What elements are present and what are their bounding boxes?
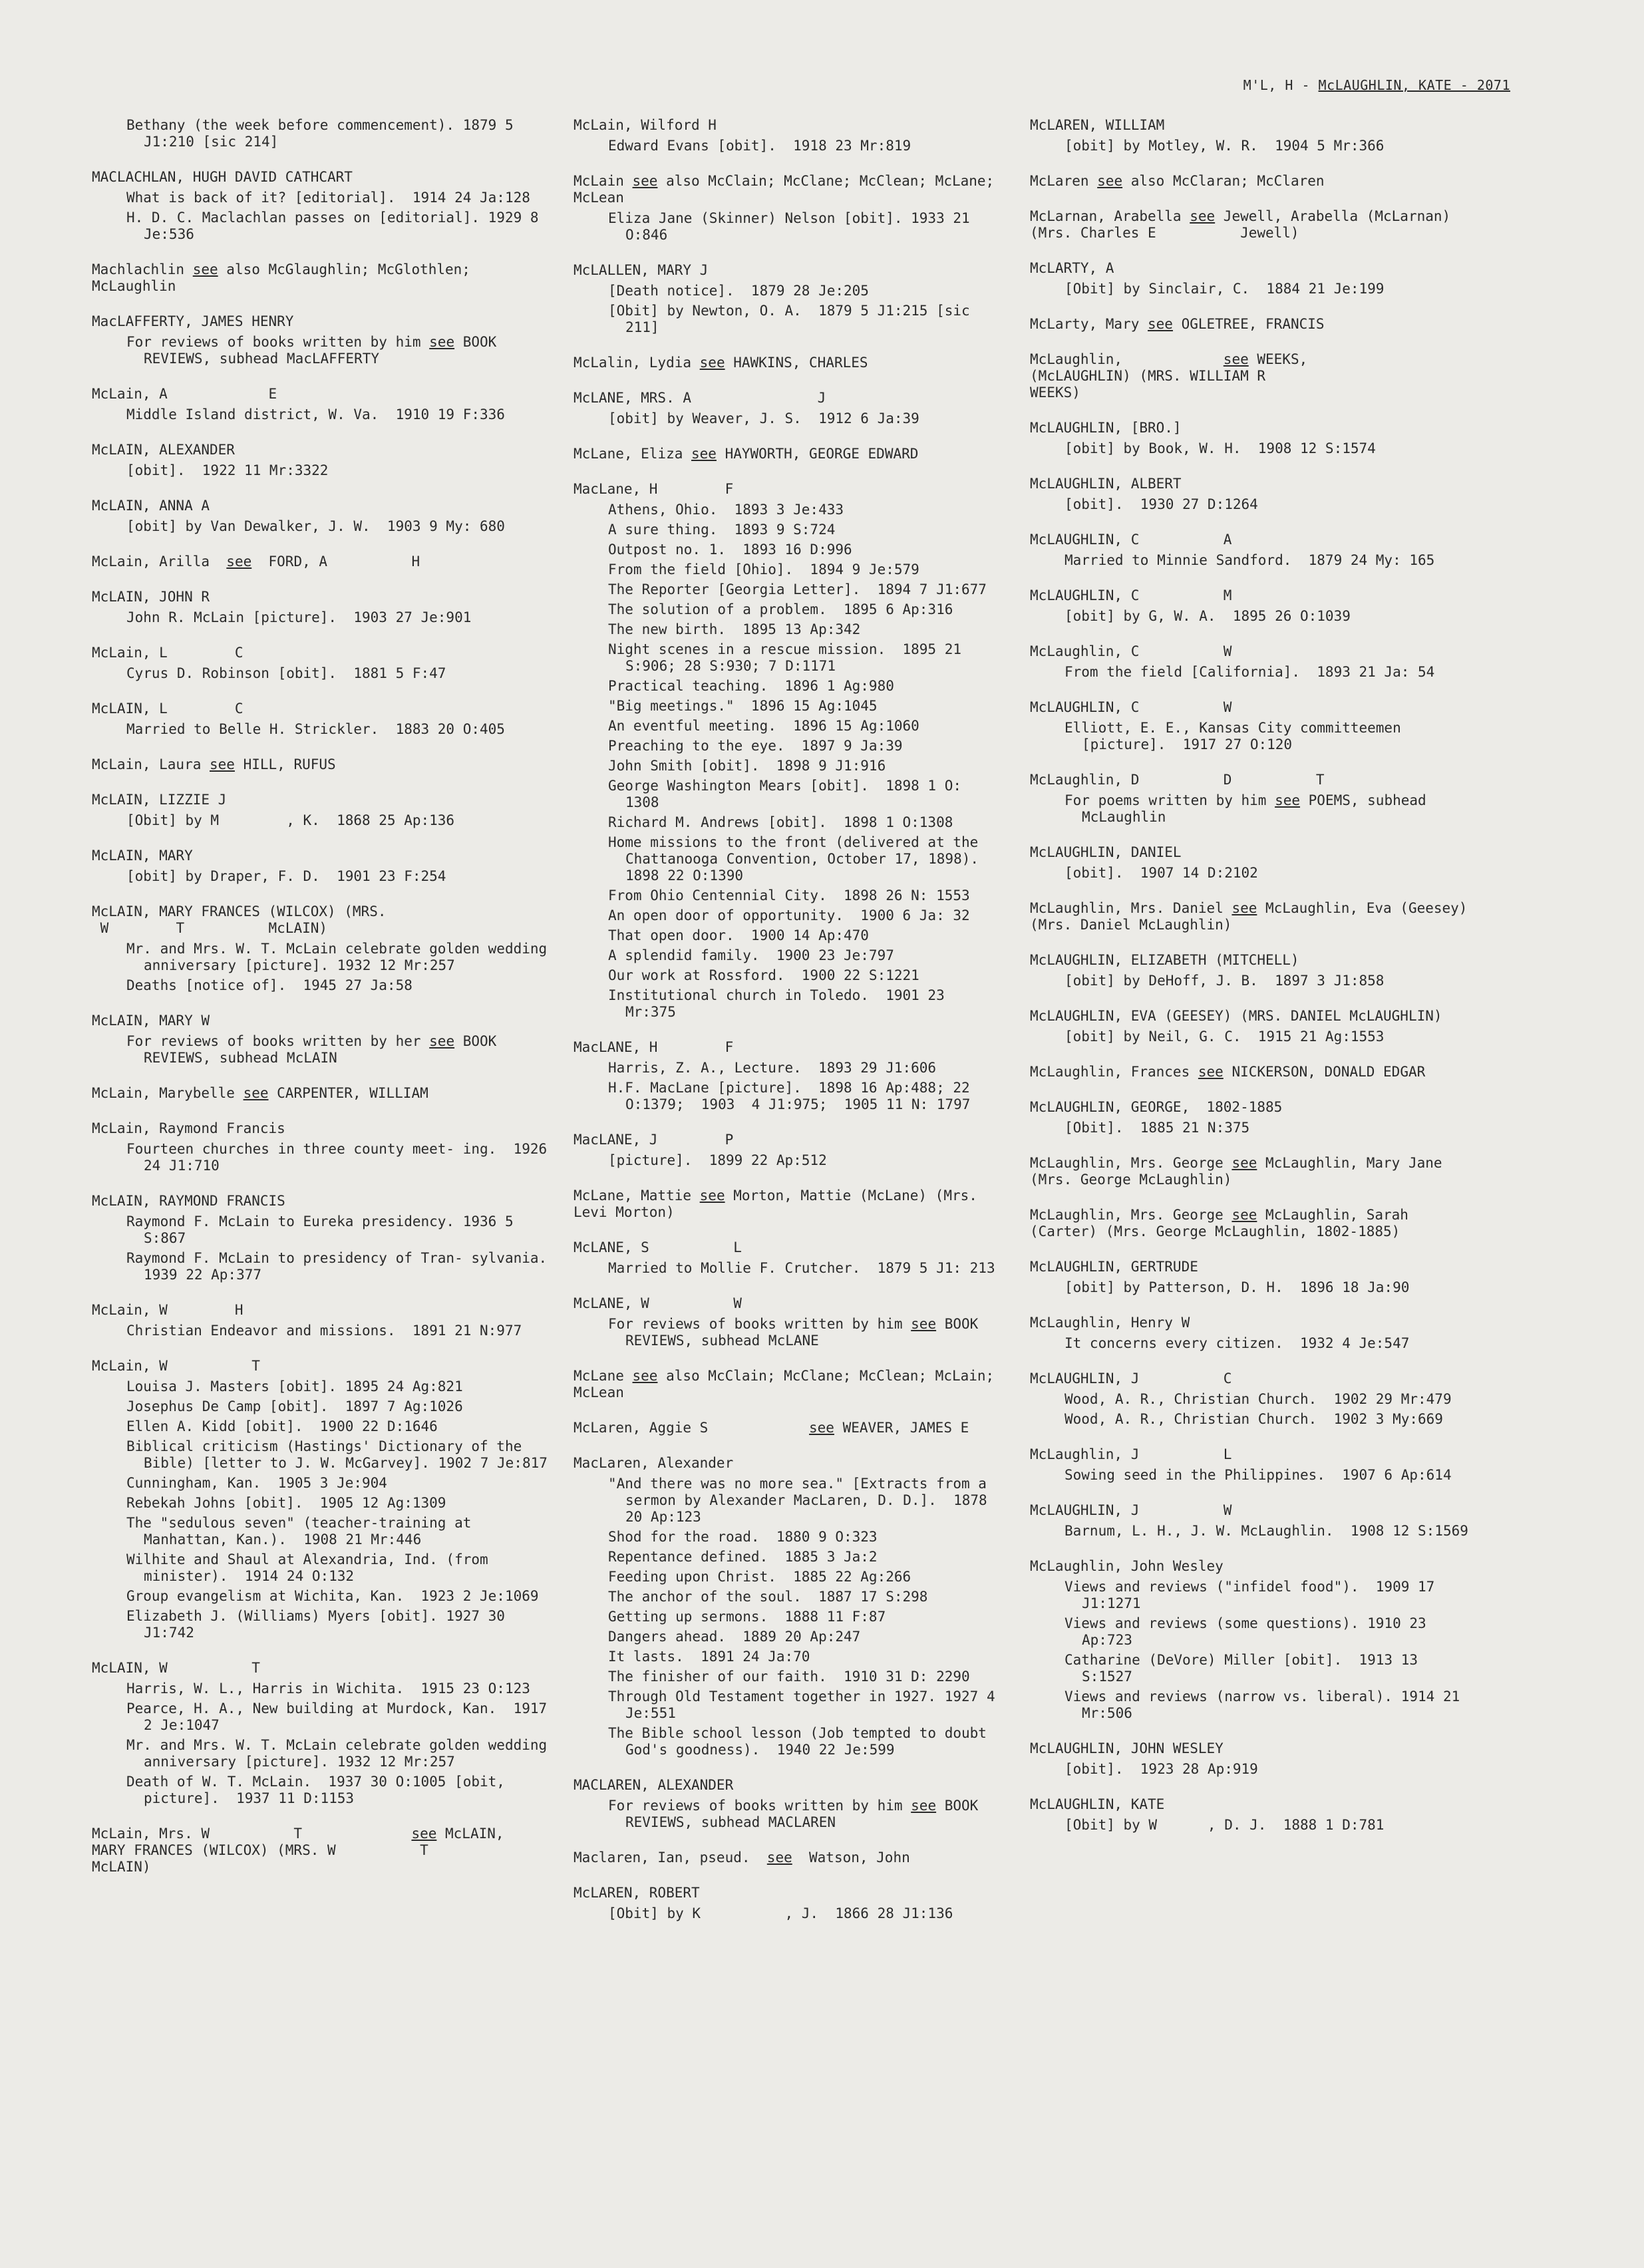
entry-citation: [obit] by Neil, G. C. 1915 21 Ag:1553	[1065, 1029, 1385, 1045]
index-entry	[1030, 699, 1469, 753]
index-entry	[574, 1850, 999, 1866]
entry-citation: Dangers ahead. 1889 20 Ap:247	[608, 1629, 861, 1645]
entry-heading: McLARTY, A	[1030, 260, 1114, 276]
entry-citation: Elliott, E. E., Kansas City committeemen [picture]. 1917 27 O:120	[1065, 720, 1410, 752]
entry-heading: McLAUGHLIN, C A	[1030, 532, 1232, 548]
entry-citation: [obit] by Motley, W. R. 1904 5 Mr:366	[1065, 138, 1385, 154]
entry-heading: McLAIN, LIZZIE J	[92, 792, 227, 808]
index-entry	[92, 756, 558, 773]
index-entry	[574, 1885, 999, 1922]
entry-citation: Feeding upon Christ. 1885 22 Ag:266	[608, 1569, 911, 1585]
entry-heading: McLane see also McClain; McClane; McClean; McLain; McLean	[574, 1368, 1003, 1400]
entry-citation: Edward Evans [obit]. 1918 23 Mr:819	[608, 138, 911, 154]
index-entry	[1030, 1558, 1469, 1722]
index-entry	[574, 1777, 999, 1831]
entry-citation: John Smith [obit]. 1898 9 J1:916	[608, 758, 886, 774]
entry-citation: Josephus De Camp [obit]. 1897 7 Ag:1026	[126, 1398, 463, 1414]
entry-citation: [obit] by Van Dewalker, J. W. 1903 9 My: 680	[126, 518, 505, 534]
index-entry	[92, 589, 558, 626]
entry-citation: [Obit] by W , D. J. 1888 1 D:781	[1065, 1817, 1385, 1833]
index-entry	[92, 848, 558, 885]
entry-heading: McLAUGHLIN, J W	[1030, 1502, 1232, 1518]
entry-citation: [obit] by Patterson, D. H. 1896 18 Ja:90	[1065, 1279, 1410, 1295]
index-entry	[92, 792, 558, 829]
entry-heading: McLaughlin, John Wesley	[1030, 1558, 1224, 1574]
entry-heading: McLain, Raymond Francis	[92, 1120, 285, 1136]
index-entry	[92, 1302, 558, 1339]
entry-heading: McLain, Marybelle see CARPENTER, WILLIAM	[92, 1085, 428, 1101]
header-prefix: M'L, H -	[1243, 77, 1319, 93]
entry-heading: McLAUGHLIN, EVA (GEESEY) (MRS. DANIEL McLAUGHLIN)	[1030, 1008, 1442, 1024]
entry-citation: Christian Endeavor and missions. 1891 21 N:977	[126, 1323, 522, 1339]
index-entry	[92, 386, 558, 423]
index-entry	[1030, 117, 1469, 154]
entry-citation: Married to Minnie Sandford. 1879 24 My: 165	[1065, 552, 1435, 568]
index-entry	[1030, 1207, 1469, 1240]
index-entry	[92, 1193, 564, 1283]
entry-citation: Pearce, H. A., New building at Murdock, Kan. 1917 2 Je:1047	[126, 1701, 556, 1733]
entry-heading: McLain, Arilla see FORD, A H	[92, 554, 420, 569]
entry-heading: MacLAFFERTY, JAMES HENRY	[92, 313, 294, 329]
entry-citation: Biblical criticism (Hastings' Dictionary of the Bible) [letter to J. W. McGarvey]. 1902 7 Je:817	[126, 1438, 548, 1471]
index-entry	[92, 645, 558, 682]
entry-heading: MacLaren, Alexander	[574, 1455, 734, 1471]
entry-citation: For reviews of books written by her see BOOK REVIEWS, subhead McLAIN	[126, 1033, 505, 1066]
entry-citation: Views and reviews (narrow vs. liberal). 1914 21 Mr:506	[1065, 1689, 1468, 1721]
index-entry	[1030, 1796, 1469, 1834]
entry-citation: Our work at Rossford. 1900 22 S:1221	[608, 967, 919, 983]
entry-citation: From Ohio Centennial City. 1898 26 N: 1553	[608, 888, 970, 903]
index-entry	[1030, 1155, 1469, 1188]
entry-heading: McLain, Wilford H	[574, 117, 717, 133]
entry-citation: Barnum, L. H., J. W. McLaughlin. 1908 12 S:1569	[1065, 1523, 1468, 1539]
entry-citation: Outpost no. 1. 1893 16 D:996	[608, 542, 852, 558]
column-3	[1030, 117, 1476, 1852]
entry-heading: McLaughlin, Mrs. George see McLaughlin, Mary Jane (Mrs. George McLaughlin)	[1030, 1155, 1451, 1188]
entry-heading: McLain, A E	[92, 386, 277, 402]
entry-citation: The new birth. 1895 13 Ap:342	[608, 621, 861, 637]
entry-citation: Ellen A. Kidd [obit]. 1900 22 D:1646	[126, 1418, 438, 1434]
entry-heading: McLaughlin, D D T	[1030, 772, 1325, 788]
entry-citation: Wood, A. R., Christian Church. 1902 29 Mr:479	[1065, 1391, 1452, 1407]
index-entry	[574, 481, 999, 1021]
entry-heading: McLAUGHLIN, GEORGE, 1802-1885	[1030, 1099, 1283, 1115]
entry-heading: McLane, Eliza see HAYWORTH, GEORGE EDWARD	[574, 446, 919, 462]
index-entry	[1030, 476, 1469, 513]
entry-heading: McLAUGHLIN, [BRO.]	[1030, 420, 1182, 436]
entry-citation: Preaching to the eye. 1897 9 Ja:39	[608, 738, 903, 754]
entry-citation: That open door. 1900 14 Ap:470	[608, 927, 869, 943]
entry-citation: H.F. MacLane [picture]. 1898 16 Ap:488; 22 O:1379; 1903 4 J1:975; 1905 11 N: 1797	[608, 1080, 979, 1112]
entry-heading: McLaughlin, Mrs. Daniel see McLaughlin, Eva (Geesey) (Mrs. Daniel McLaughlin)	[1030, 900, 1476, 933]
entry-heading: McLAUGHLIN, J C	[1030, 1371, 1232, 1386]
entry-citation: Institutional church in Toledo. 1901 23 Mr:375	[608, 987, 953, 1020]
entry-heading: McLain, Mrs. W T see McLAIN, MARY FRANCES (WILCOX) (MRS. W T McLAIN)	[92, 1826, 504, 1875]
entry-heading: McLarnan, Arabella see Jewell, Arabella (McLarnan) (Mrs. Charles E Jewell)	[1030, 208, 1459, 241]
column-1	[92, 117, 564, 1894]
index-entry	[92, 701, 558, 738]
entry-citation: "And there was no more sea." [Extracts from a sermon by Alexander MacLaren, D. D.]. 1878 20 Ap:123	[608, 1476, 996, 1525]
index-entry	[92, 1013, 558, 1066]
entry-citation: The solution of a problem. 1895 6 Ap:316	[608, 601, 953, 617]
entry-heading: McLANE, W W	[574, 1295, 742, 1311]
entry-heading: McLane, Mattie see Morton, Mattie (McLane) (Mrs. Levi Morton)	[574, 1188, 986, 1220]
index-entry	[574, 1188, 999, 1221]
index-entry	[1030, 1502, 1469, 1539]
entry-citation: [obit]. 1907 14 D:2102	[1065, 865, 1258, 881]
index-entry	[92, 498, 558, 535]
entry-heading: McLAIN, ALEXANDER	[92, 442, 235, 458]
entry-citation: [obit] by G, W. A. 1895 26 O:1039	[1065, 608, 1351, 624]
entry-citation: Cunningham, Kan. 1905 3 Je:904	[126, 1475, 387, 1491]
entry-heading: McLain, W H	[92, 1302, 244, 1318]
index-entry	[1030, 420, 1469, 457]
entry-citation: Married to Belle H. Strickler. 1883 20 O:405	[126, 721, 505, 737]
index-entry	[574, 390, 999, 427]
index-entry	[92, 1085, 558, 1102]
entry-citation: For reviews of books written by him see BOOK REVIEWS, subhead McLANE	[608, 1316, 987, 1349]
entry-heading: McLaughlin, J L	[1030, 1446, 1232, 1462]
entry-citation: For reviews of books written by him see BOOK REVIEWS, subhead MacLAFFERTY	[126, 334, 505, 367]
index-entry	[574, 446, 999, 462]
entry-citation: Death of W. T. McLain. 1937 30 O:1005 [obit, picture]. 1937 11 D:1153	[126, 1774, 514, 1806]
entry-heading: MacLANE, J P	[574, 1132, 734, 1148]
entry-heading: McLalin, Lydia see HAWKINS, CHARLES	[574, 355, 868, 371]
entry-citation: Mr. and Mrs. W. T. McLain celebrate golden wedding anniversary [picture]. 1932 12 Mr:257	[126, 1737, 556, 1770]
entry-citation: Wood, A. R., Christian Church. 1902 3 My:669	[1065, 1411, 1443, 1427]
entry-citation: Richard M. Andrews [obit]. 1898 1 O:1308	[608, 814, 953, 830]
entry-heading: McLAIN, RAYMOND FRANCIS	[92, 1193, 285, 1209]
entry-heading: McLaughlin, Henry W	[1030, 1315, 1190, 1331]
index-entry	[1030, 1259, 1469, 1296]
entry-citation: [obit] by Weaver, J. S. 1912 6 Ja:39	[608, 410, 919, 426]
index-entry	[1030, 1740, 1469, 1778]
index-entry	[574, 262, 999, 336]
entry-heading: McLAUGHLIN, DANIEL	[1030, 844, 1182, 860]
index-entry	[92, 903, 558, 994]
index-entry	[1030, 1371, 1469, 1428]
entry-citation: The Reporter [Georgia Letter]. 1894 7 J1:677	[608, 581, 987, 597]
entry-citation: Wilhite and Shaul at Alexandria, Ind. (from minister). 1914 24 O:132	[126, 1551, 497, 1584]
index-entry	[1030, 587, 1469, 625]
entry-heading: McLANE, MRS. A J	[574, 390, 826, 406]
entry-citation: Eliza Jane (Skinner) Nelson [obit]. 1933 21 O:846	[608, 210, 979, 243]
entry-heading: McLAIN, MARY	[92, 848, 193, 864]
entry-citation: The anchor of the soul. 1887 17 S:298	[608, 1589, 928, 1605]
index-entry	[1030, 1008, 1469, 1045]
index-entry	[92, 1660, 558, 1807]
entry-citation: [Obit]. 1885 21 N:375	[1065, 1120, 1250, 1136]
entry-citation: A splendid family. 1900 23 Je:797	[608, 947, 894, 963]
entry-citation: An eventful meeting. 1896 15 Ag:1060	[608, 718, 919, 734]
entry-heading: McLain, L C	[92, 645, 244, 661]
entry-citation: Through Old Testament together in 1927. 1927 4 Je:551	[608, 1689, 1004, 1721]
index-entry	[1030, 1099, 1469, 1136]
entry-citation: Getting up sermons. 1888 11 F:87	[608, 1609, 886, 1625]
entry-heading: McLAIN, JOHN R	[92, 589, 210, 605]
index-entry	[574, 1295, 999, 1349]
entry-citation: Sowing seed in the Philippines. 1907 6 Ap:614	[1065, 1467, 1452, 1483]
index-entry	[1030, 772, 1469, 826]
entry-heading: MACLACHLAN, HUGH DAVID CATHCART	[92, 169, 353, 185]
entry-citation: [Obit] by M , K. 1868 25 Ap:136	[126, 812, 455, 828]
index-entry	[1030, 532, 1469, 569]
index-entry	[92, 313, 558, 367]
entry-heading: McLALLEN, MARY J	[574, 262, 709, 278]
entry-citation: Shod for the road. 1880 9 O:323	[608, 1529, 878, 1545]
entry-citation: [Obit] by Newton, O. A. 1879 5 J1:215 [sic 211]	[608, 303, 979, 335]
entry-citation: The "sedulous seven" (teacher-training at Manhattan, Kan.). 1908 21 Mr:446	[126, 1515, 480, 1547]
entry-heading: McLAUGHLIN, C W	[1030, 699, 1232, 715]
entry-citation: [Death notice]. 1879 28 Je:205	[608, 283, 869, 299]
index-entry	[92, 117, 558, 150]
entry-heading: McLAUGHLIN, GERTRUDE	[1030, 1259, 1198, 1275]
entry-citation: [obit]. 1930 27 D:1264	[1065, 496, 1258, 512]
entry-citation: The Bible school lesson (Job tempted to doubt God's goodness). 1940 22 Je:599	[608, 1725, 995, 1758]
entry-citation: Home missions to the front (delivered at the Chattanooga Convention, October 17, 1898). 1898 22 O:1390	[608, 834, 996, 884]
index-entry	[574, 1455, 1004, 1758]
index-entry	[1030, 900, 1476, 933]
entry-citation: "Big meetings." 1896 15 Ag:1045	[608, 698, 878, 714]
entry-heading: McLaughlin, C W	[1030, 643, 1232, 659]
entry-citation: Harris, W. L., Harris in Wichita. 1915 23 O:123	[126, 1681, 530, 1697]
entry-heading: McLAUGHLIN, ALBERT	[1030, 476, 1182, 492]
entry-heading: McLAIN, L C	[92, 701, 244, 717]
entry-heading: McLAUGHLIN, ELIZABETH (MITCHELL)	[1030, 952, 1299, 968]
entry-citation: [obit]. 1923 28 Ap:919	[1065, 1761, 1258, 1777]
index-entry	[92, 1120, 558, 1174]
index-entry	[1030, 1064, 1469, 1080]
entry-heading: McLain see also McClain; McClane; McClean; McLane; McLean	[574, 173, 1003, 206]
entry-citation: Mr. and Mrs. W. T. McLain celebrate golden wedding anniversary [picture]. 1932 12 Mr:257	[126, 941, 556, 973]
entry-citation: [Obit] by Sinclair, C. 1884 21 Je:199	[1065, 281, 1385, 297]
entry-citation: Middle Island district, W. Va. 1910 19 F:336	[126, 406, 505, 422]
entry-citation: It lasts. 1891 24 Ja:70	[608, 1649, 810, 1665]
entry-heading: Maclaren, Ian, pseud. see Watson, John	[574, 1850, 910, 1865]
index-entry	[1030, 351, 1469, 401]
entry-citation: [obit] by Draper, F. D. 1901 23 F:254	[126, 868, 446, 884]
entry-citation: Elizabeth J. (Williams) Myers [obit]. 1927 30 J1:742	[126, 1608, 514, 1641]
entry-heading: McLAIN, W T	[92, 1660, 260, 1676]
entry-heading: McLAIN, MARY FRANCES (WILCOX) (MRS. W T McLAIN)	[92, 903, 387, 936]
entry-heading: McLANE, S L	[574, 1239, 742, 1255]
entry-citation: [obit] by Book, W. H. 1908 12 S:1574	[1065, 440, 1376, 456]
entry-citation: H. D. C. Maclachlan passes on [editorial]. 1929 8 Je:536	[126, 210, 548, 242]
entry-citation: Practical teaching. 1896 1 Ag:980	[608, 678, 894, 694]
entry-heading: McLAUGHLIN, KATE	[1030, 1796, 1165, 1812]
entry-heading: Machlachlin see also McGlaughlin; McGlothlen; McLaughlin	[92, 261, 479, 294]
entry-citation: It concerns every citizen. 1932 4 Je:547	[1065, 1335, 1410, 1351]
entry-heading: McLaughlin, see WEEKS, (McLAUGHLIN) (MRS. WILLIAM R WEEKS)	[1030, 351, 1308, 401]
entry-citation: From the field [Ohio]. 1894 9 Je:579	[608, 562, 919, 577]
index-entry	[1030, 643, 1469, 681]
index-entry	[1030, 952, 1469, 989]
index-entry	[1030, 1315, 1469, 1352]
entry-citation: For reviews of books written by him see BOOK REVIEWS, subhead MACLAREN	[608, 1798, 987, 1830]
index-entry	[1030, 1446, 1469, 1484]
index-entry	[574, 1039, 999, 1113]
entry-citation: Married to Mollie F. Crutcher. 1879 5 J1: 213	[608, 1260, 995, 1276]
entry-heading: McLaren see also McClaran; McClaren	[1030, 173, 1325, 189]
entry-heading: MACLAREN, ALEXANDER	[574, 1777, 734, 1793]
index-entry	[574, 173, 1003, 243]
entry-citation: An open door of opportunity. 1900 6 Ja: 32	[608, 907, 970, 923]
index-entry	[1030, 316, 1469, 333]
entry-citation: Fourteen churches in three county meet- ing. 1926 24 J1:710	[126, 1141, 556, 1174]
index-entry	[92, 1826, 558, 1875]
entry-citation: For poems written by him see POEMS, subhead McLaughlin	[1065, 792, 1435, 825]
entry-heading: McLarty, Mary see OGLETREE, FRANCIS	[1030, 316, 1325, 332]
index-entry	[1030, 208, 1469, 242]
index-entry	[574, 117, 999, 154]
entry-citation: Louisa J. Masters [obit]. 1895 24 Ag:821	[126, 1378, 463, 1394]
entry-citation: Catharine (DeVore) Miller [obit]. 1913 13 S:1527	[1065, 1652, 1426, 1685]
entry-citation: [picture]. 1899 22 Ap:512	[608, 1152, 827, 1168]
index-entry	[1030, 173, 1469, 190]
entry-citation: Rebekah Johns [obit]. 1905 12 Ag:1309	[126, 1495, 446, 1511]
index-entry	[92, 442, 558, 479]
index-entry	[92, 554, 558, 570]
index-entry	[574, 355, 999, 371]
entry-citation: [Obit] by K , J. 1866 28 J1:136	[608, 1905, 953, 1921]
entry-citation: From the field [California]. 1893 21 Ja: 54	[1065, 664, 1435, 680]
index-entry	[574, 1368, 1003, 1401]
entry-heading: McLAUGHLIN, C M	[1030, 587, 1232, 603]
entry-citation: Night scenes in a rescue mission. 1895 21 S:906; 28 S:930; 7 D:1171	[608, 641, 970, 674]
entry-citation: Group evangelism at Wichita, Kan. 1923 2 Je:1069	[126, 1588, 539, 1604]
entry-heading: McLain, Laura see HILL, RUFUS	[92, 756, 336, 772]
entry-heading: McLAIN, ANNA A	[92, 498, 210, 514]
index-entry	[574, 1420, 999, 1436]
entry-citation: Deaths [notice of]. 1945 27 Ja:58	[126, 977, 412, 993]
entry-citation: [obit] by DeHoff, J. B. 1897 3 J1:858	[1065, 973, 1385, 989]
index-entry	[1030, 844, 1469, 882]
entry-citation: The finisher of our faith. 1910 31 D: 2290	[608, 1669, 970, 1685]
index-entry	[92, 1358, 558, 1641]
index-entry	[574, 1132, 999, 1169]
entry-heading: McLAUGHLIN, JOHN WESLEY	[1030, 1740, 1224, 1756]
entry-heading: McLAREN, ROBERT	[574, 1885, 700, 1901]
column-2	[574, 117, 1004, 1941]
entry-citation: Raymond F. McLain to presidency of Tran- sylvania. 1939 22 Ap:377	[126, 1250, 564, 1283]
entry-citation: Views and reviews ("infidel food"). 1909 17 J1:1271	[1065, 1579, 1443, 1611]
entry-citation: George Washington Mears [obit]. 1898 1 O: 1308	[608, 778, 970, 810]
entry-citation: Harris, Z. A., Lecture. 1893 29 J1:606	[608, 1060, 937, 1076]
entry-citation: Raymond F. McLain to Eureka presidency. 1936 5 S:867	[126, 1214, 522, 1246]
entry-heading: McLaughlin, Frances see NICKERSON, DONALD EDGAR	[1030, 1064, 1426, 1080]
entry-citation: Bethany (the week before commencement). 1879 5 J1:210 [sic 214]	[126, 117, 522, 150]
entry-heading: MacLane, H F	[574, 481, 734, 497]
entry-heading: McLaren, Aggie S see WEAVER, JAMES E	[574, 1420, 969, 1436]
entry-citation: A sure thing. 1893 9 S:724	[608, 522, 836, 538]
entry-citation: [obit]. 1922 11 Mr:3322	[126, 462, 329, 478]
entry-heading: MacLANE, H F	[574, 1039, 734, 1055]
entry-citation: What is back of it? [editorial]. 1914 24 Ja:128	[126, 190, 530, 206]
entry-heading: McLain, W T	[92, 1358, 260, 1374]
entry-citation: John R. McLain [picture]. 1903 27 Je:901	[126, 609, 472, 625]
header-title: McLAUGHLIN, KATE - 2071	[1318, 77, 1510, 93]
entry-citation: Repentance defined. 1885 3 Ja:2	[608, 1549, 878, 1565]
index-entry	[1030, 260, 1469, 297]
entry-heading: McLAIN, MARY W	[92, 1013, 210, 1029]
index-entry	[92, 169, 558, 243]
entry-heading: McLaughlin, Mrs. George see McLaughlin, Sarah (Carter) (Mrs. George McLaughlin, 1802-1885)	[1030, 1207, 1417, 1239]
index-entry	[92, 261, 558, 295]
page-header	[1131, 77, 1510, 93]
entry-heading: McLAREN, WILLIAM	[1030, 117, 1165, 133]
entry-citation: Athens, Ohio. 1893 3 Je:433	[608, 502, 844, 518]
entry-citation: Cyrus D. Robinson [obit]. 1881 5 F:47	[126, 665, 446, 681]
entry-citation: Views and reviews (some questions). 1910 23 Ap:723	[1065, 1615, 1435, 1648]
index-entry	[574, 1239, 999, 1277]
